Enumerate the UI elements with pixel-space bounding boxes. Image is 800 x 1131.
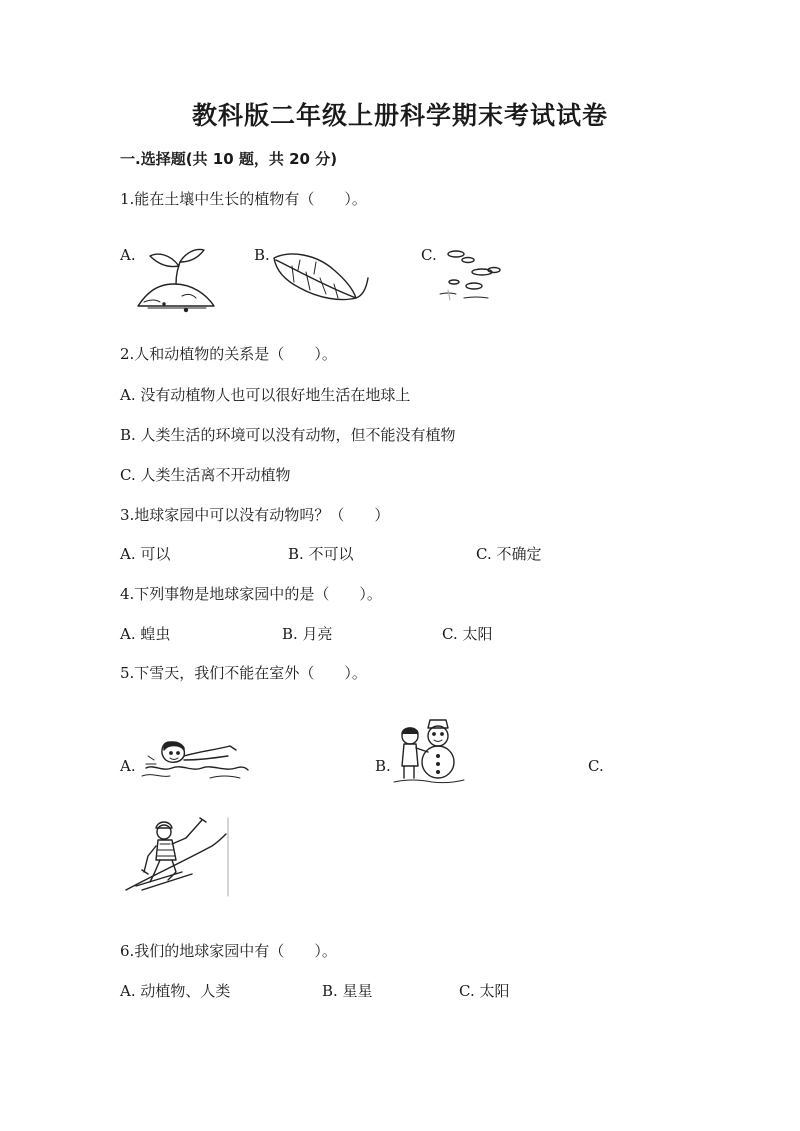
question-5: 5.下雪天，我们不能在室外（ ）。 bbox=[120, 664, 367, 682]
q1-option-b-label[interactable]: B. bbox=[254, 246, 270, 264]
sprout-in-soil-picture bbox=[134, 244, 218, 314]
lotus-pads-on-water-picture bbox=[436, 248, 508, 304]
q6-option-a[interactable]: A. 动植物、人类 bbox=[120, 982, 231, 1000]
q6-option-c[interactable]: C. 太阳 bbox=[459, 982, 510, 1000]
q5-option-c-label[interactable]: C. bbox=[588, 757, 604, 775]
section-heading: 一.选择题(共 10 题，共 20 分) bbox=[120, 150, 338, 168]
q2-option-a[interactable]: A. 没有动植物人也可以很好地生活在地球上 bbox=[120, 386, 411, 404]
question-2: 2.人和动植物的关系是（ ）。 bbox=[120, 345, 337, 363]
q1-option-a-label[interactable]: A. bbox=[120, 246, 136, 264]
q6-option-b[interactable]: B. 星星 bbox=[322, 982, 373, 1000]
q1-option-c-label[interactable]: C. bbox=[421, 246, 437, 264]
leaf-picture bbox=[270, 248, 374, 306]
q2-option-b[interactable]: B. 人类生活的环境可以没有动物，但不能没有植物 bbox=[120, 426, 456, 444]
question-3: 3.地球家园中可以没有动物吗？（ ） bbox=[120, 506, 390, 524]
q4-option-c[interactable]: C. 太阳 bbox=[442, 625, 493, 643]
q2-option-c[interactable]: C. 人类生活离不开动植物 bbox=[120, 466, 291, 484]
q3-option-a[interactable]: A. 可以 bbox=[120, 545, 171, 563]
q4-option-a[interactable]: A. 蝗虫 bbox=[120, 625, 171, 643]
question-4: 4.下列事物是地球家园中的是（ ）。 bbox=[120, 585, 382, 603]
skiing-child-picture bbox=[122, 816, 232, 898]
q5-option-a-label[interactable]: A. bbox=[120, 757, 136, 775]
swimming-boy-picture bbox=[140, 738, 252, 784]
q5-option-b-label[interactable]: B. bbox=[375, 757, 391, 775]
q4-option-b[interactable]: B. 月亮 bbox=[282, 625, 333, 643]
child-with-snowman-picture bbox=[392, 716, 466, 788]
question-6: 6.我们的地球家园中有（ ）。 bbox=[120, 942, 337, 960]
page-title: 教科版二年级上册科学期末考试试卷 bbox=[191, 101, 608, 130]
question-1: 1.能在土壤中生长的植物有（ ）。 bbox=[120, 190, 367, 208]
q3-option-b[interactable]: B. 不可以 bbox=[288, 545, 354, 563]
q3-option-c[interactable]: C. 不确定 bbox=[476, 545, 542, 563]
